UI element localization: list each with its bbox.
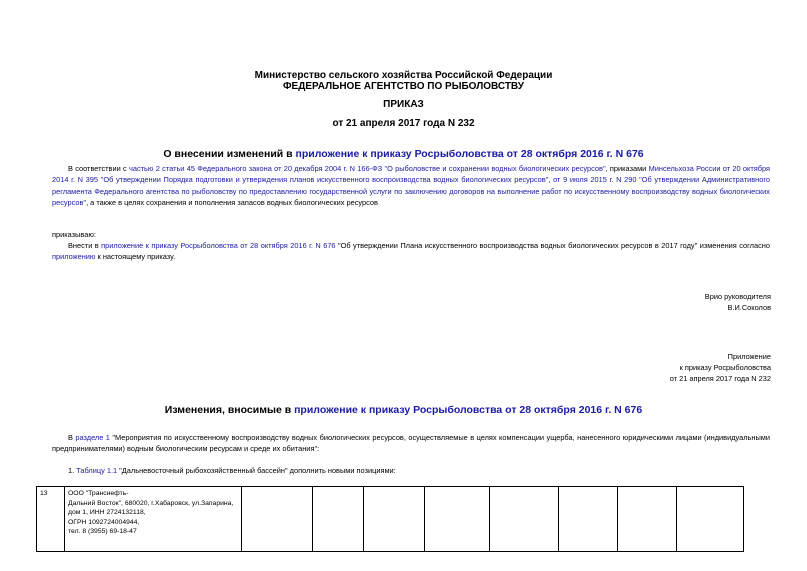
order-676-link[interactable]: приложение к приказу Росрыболовства от 28 октября 2016 г. N 676 bbox=[101, 241, 336, 250]
appendix-line-3: от 21 апреля 2017 года N 232 bbox=[669, 374, 771, 383]
section-text-2: "Мероприятия по искусственному воспроизводству водных биологических ресурсов, осуществляемые в целях компенсации ущерба, нанесенного юридическими лицами (индивидуальными предпринимателями) водным биологическим ресурсам и среде их обитания": bbox=[52, 433, 771, 454]
preamble-text-2: , приказами bbox=[605, 164, 649, 173]
changes-title bbox=[0, 404, 807, 416]
table-cell-empty bbox=[425, 487, 490, 552]
agency-name: ФЕДЕРАЛЬНОЕ АГЕНТСТВО ПО РЫБОЛОВСТВУ bbox=[283, 81, 524, 92]
signature-position: Врио руководителя bbox=[704, 292, 771, 301]
document-date-number: от 21 апреля 2017 года N 232 bbox=[332, 118, 475, 129]
preamble-paragraph bbox=[52, 163, 770, 209]
order-395-link[interactable]: Минсельхоза России от 20 октября 2014 г. N 395 "Об утверждении Порядка подготовки и утверждения планов искусственного воспроизводства водных биологических ресурсов" bbox=[52, 164, 770, 185]
org-line: Дальний Восток", 680020, г.Хабаровск, ул.Запарина, bbox=[68, 499, 234, 507]
order-text-3: к настоящему приказу. bbox=[95, 252, 176, 262]
org-line: дом 1, ИНН 2724132118, bbox=[68, 509, 146, 517]
item-1-text-1: 1. bbox=[68, 466, 77, 475]
section-link[interactable]: разделе 1 bbox=[75, 433, 110, 442]
order-text-2: "Об утверждении Плана искусственного воспроизводства водных биологических ресурсов в 2017 году" изменения согласно bbox=[335, 241, 770, 250]
title-link[interactable]: приложение к приказу Росрыболовства от 28 октября 2016 г. N 676 bbox=[295, 148, 644, 160]
table-cell-empty bbox=[490, 487, 559, 552]
table-cell-empty bbox=[618, 487, 677, 552]
appendix-link[interactable]: приложению bbox=[52, 252, 96, 262]
section-paragraph bbox=[52, 432, 770, 455]
appendix-line-2: к приказу Росрыболовства bbox=[679, 363, 771, 372]
order-label: приказываю: bbox=[52, 230, 96, 239]
table-cell-organization bbox=[65, 487, 242, 552]
signature-name: В.И.Соколов bbox=[727, 303, 771, 312]
item-1-text-2: "Дальневосточный рыбохозяйственный бассейн" дополнить новыми позициями: bbox=[117, 466, 396, 475]
preamble-text-4: , а также в целях сохранения и пополнения запасов водных биологических ресурсов bbox=[86, 198, 378, 208]
ministry-name: Министерство сельского хозяйства Российской Федерации bbox=[254, 70, 553, 81]
org-line: ООО "Транснефть- bbox=[68, 490, 129, 497]
document-title bbox=[0, 148, 807, 160]
positions-table bbox=[36, 486, 744, 552]
table-cell-empty bbox=[313, 487, 364, 552]
changes-title-prefix: Изменения, вносимые в bbox=[164, 404, 295, 416]
org-line: тел. 8 (3955) 69-18-47 bbox=[68, 528, 137, 536]
preamble-text-3: , bbox=[548, 175, 554, 185]
appendix-line-1: Приложение bbox=[727, 352, 771, 361]
preamble-text-1: В соответствии с bbox=[68, 164, 129, 173]
order-text-1: Внести в bbox=[68, 241, 102, 250]
law-link[interactable]: частью 2 статьи 45 Федерального закона от 20 декабря 2004 г. N 166-ФЗ "О рыболовстве и сохранении водных биологических ресурсов" bbox=[129, 164, 606, 173]
table-1-1-link[interactable]: Таблицу 1.1 bbox=[76, 466, 118, 475]
table-row bbox=[37, 487, 744, 552]
title-prefix: О внесении изменений в bbox=[163, 148, 296, 160]
item-1-paragraph bbox=[52, 465, 770, 476]
document-type: ПРИКАЗ bbox=[383, 99, 424, 110]
table-cell-empty bbox=[559, 487, 618, 552]
table-cell-empty bbox=[677, 487, 744, 552]
table-cell-number: 13 bbox=[37, 487, 65, 552]
order-290-link[interactable]: от 9 июля 2015 г. N 290 "Об утверждении Административного регламента Федерального агентства по рыболовству по предоставлению государственной услуги по заключению договоров на выполнение работ по искусственному воспроизводству водных биологических ресурсов" bbox=[52, 175, 771, 208]
changes-title-link[interactable]: приложение к приказу Росрыболовства от 28 октября 2016 г. N 676 bbox=[294, 404, 643, 416]
org-line: ОГРН 1092724004944, bbox=[68, 518, 140, 526]
table-cell-empty bbox=[364, 487, 425, 552]
table-cell-empty bbox=[242, 487, 313, 552]
order-paragraph bbox=[52, 240, 770, 263]
section-text-1: В bbox=[68, 433, 76, 442]
